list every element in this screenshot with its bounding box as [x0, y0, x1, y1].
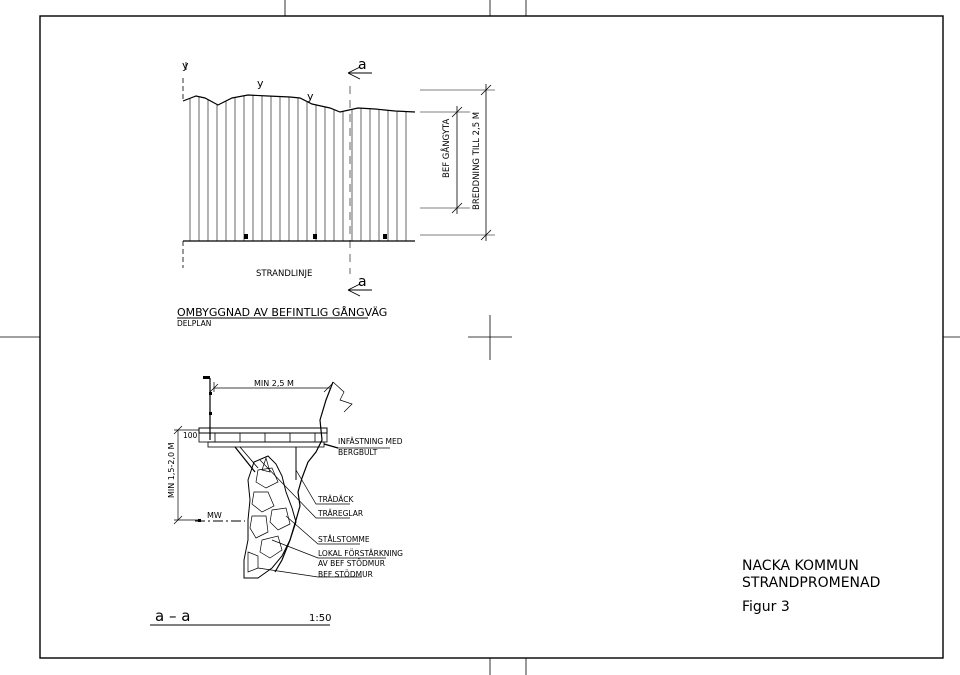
label-existing-wall: BEF STÖDMUR	[318, 570, 373, 579]
label-joists: TRÄREGLAR	[318, 509, 364, 518]
label-existing-walk: BEF GÅNGYTA	[442, 118, 452, 178]
section-scale: 1:50	[309, 613, 332, 624]
dim-100: 100	[183, 431, 198, 440]
plan-outer-edge	[183, 95, 415, 112]
title-line-1: NACKA KOMMUN	[742, 558, 859, 574]
plan-marker-y2: y	[257, 77, 264, 90]
plan-view	[177, 57, 495, 328]
section-mark-top: a	[358, 57, 367, 73]
plan-marker-y1: y	[182, 59, 189, 72]
title-block	[742, 558, 880, 615]
title-line-2: STRANDPROMENAD	[742, 575, 881, 591]
deck-boards	[190, 95, 406, 241]
label-reinforcement-2: AV BEF STÖDMUR	[318, 559, 385, 568]
label-width: BREDDNING TILL 2,5 M	[472, 111, 482, 210]
label-reinforcement-1: LOKAL FÖRSTÄRKNING	[318, 549, 403, 558]
plan-title: OMBYGGNAD AV BEFINTLIG GÅNGVÄG	[177, 306, 388, 319]
plan-subtitle: DELPLAN	[177, 319, 212, 328]
water-level-label: MW	[207, 511, 222, 520]
label-fastening-1: INFÄSTNING MED	[338, 437, 403, 446]
label-steel: STÅLSTOMME	[318, 535, 370, 544]
section-view	[150, 376, 403, 625]
dim-height: MIN 1,5-2,0 M	[167, 442, 176, 498]
label-fastening-2: BERGBULT	[338, 448, 378, 457]
section-title: a – a	[155, 607, 191, 625]
dim-width: MIN 2,5 M	[254, 379, 294, 388]
section-mark-bottom: a	[358, 274, 367, 290]
plan-marker-y3: y	[307, 90, 314, 103]
label-deck: TRÄDÄCK	[318, 495, 354, 504]
label-shoreline: STRANDLINJE	[256, 269, 313, 279]
title-line-3: Figur 3	[742, 599, 790, 615]
